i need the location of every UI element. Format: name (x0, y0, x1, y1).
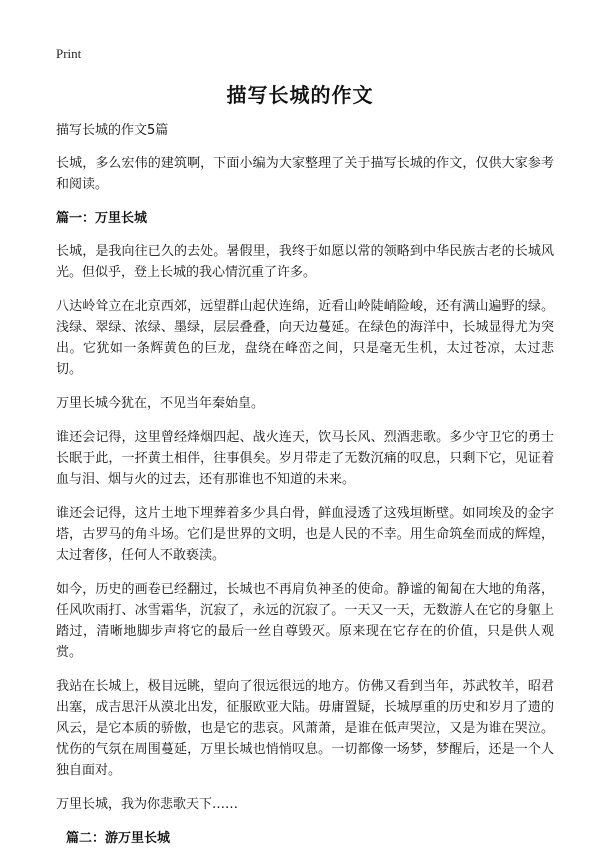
paragraph: 谁还会记得，这片土地下埋葬着多少具白骨，鲜血浸透了这残垣断壁。如同埃及的金字塔，古罗马的角斗场。它们是世界的文明，也是人民的不幸。用生命筑垒而成的辉煌，太过奢侈，任何人不敢亵渎。 (56, 506, 554, 563)
paragraph: 长城，是我向往已久的去处。暑假里，我终于如愿以常的领略到中华民族古老的长城风光。但似乎，登上长城的我心情沉重了许多。 (56, 244, 554, 280)
section-heading-2: 篇二：游万里长城 (66, 831, 171, 846)
article-subtitle: 描写长城的作文5篇 (56, 123, 169, 138)
paragraph: 万里长城今犹在，不见当年秦始皇。 (56, 396, 265, 411)
intro-paragraph: 长城，多么宏伟的建筑啊，下面小编为大家整理了关于描写长城的作文，仅供大家参考和阅读。 (56, 156, 554, 192)
paragraph: 如今，历史的画卷已经翻过，长城也不再肩负神圣的使命。静谧的匍匐在大地的角落，任风吹雨打、冰雪霜华，沉寂了，永远的沉寂了。一天又一天，无数游人在它的身躯上踏过，清晰地脚步声将它的最后一丝自尊毁灭。原来现在它存在的价值，只是供人观赏。 (56, 582, 554, 660)
section-heading-1: 篇一：万里长城 (56, 211, 148, 226)
article-body (56, 120, 554, 861)
paragraph: 八达岭耸立在北京西郊，远望群山起伏连绵，近看山岭陡峭险峻，还有满山遍野的绿。浅绿、翠绿、浓绿、墨绿，层层叠叠，向天边蔓延。在绿色的海洋中，长城显得尤为突出。它犹如一条辉黄色的巨龙，盘绕在峰峦之间，只是毫无生机，太过苍凉，太过悲切。 (56, 299, 554, 377)
print-link[interactable]: Print (56, 46, 82, 61)
paragraph: 万里长城，我为你悲歌天下…… (56, 797, 239, 812)
paragraph: 我站在长城上，极目远眺，望向了很远很远的地方。仿佛又看到当年，苏武牧羊，昭君出塞，成吉思汗从漠北出发，征服欧亚大陆。毋庸置疑，长城厚重的历史和岁月了遗的风云，是它本质的骄傲，也是它的悲哀。风萧萧，是谁在低声哭泣，又是为谁在哭泣。忧伤的气氛在周围蔓延，万里长城也悄悄叹息。一切都像一场梦，梦醒后，还是一个人独自面对。 (56, 679, 554, 778)
paragraph: 谁还会记得，这里曾经烽烟四起、战火连天，饮马长风、烈酒悲歌。多少守卫它的勇士长眠于此，一抔黄土相伴，往事俱矣。岁月带走了无数沉痛的叹息，只剩下它，见证着血与泪、烟与火的过去，还有那谁也不知道的未来。 (56, 430, 554, 487)
page-title: 描写长城的作文 (226, 83, 374, 107)
